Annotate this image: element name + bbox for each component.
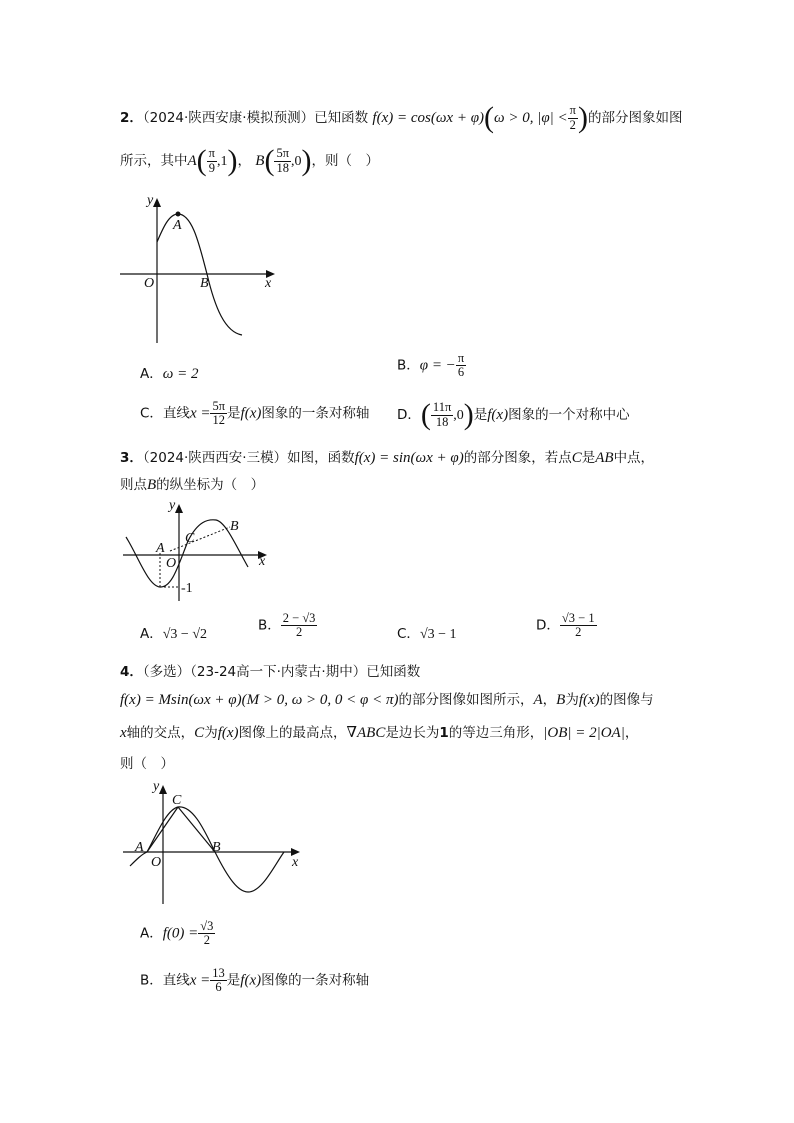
- q4-tag: （多选）: [142, 664, 191, 680]
- q4-option-a[interactable]: A．f(0) = $\frac{√3}{2}$: [140, 919, 214, 948]
- q4-source: （23-24高一下·内蒙古·期中）: [190, 664, 367, 680]
- q4-triangle-cb: [178, 807, 215, 852]
- q3-line1: 3．（2024·陕西西安·三模）如图，函数f(x) = sin(ωx + φ)的部分图象，若点C是AB中点，: [120, 450, 655, 466]
- q3-line2: 则点B的纵坐标为（ ）: [120, 477, 265, 493]
- q2-line1: 2．（2024·陕西安康·模拟预测）已知函数 f(x) = cos(ωx + φ)(ω > 0, |φ| < $\frac{\pi}{2}$ )的部分图象如图: [120, 101, 683, 134]
- q4-label-x: x: [292, 855, 299, 870]
- q2-option-b[interactable]: B．φ = − $\frac{\pi}{6}$: [397, 351, 465, 380]
- q4-line2: f(x) = Msin(ωx + φ)(M > 0, ω > 0, 0 < φ < π)的部分图像如图所示，A，B为f(x)的图像与: [120, 692, 654, 708]
- q4-label-o: O: [151, 855, 162, 870]
- q2-number: 2．: [120, 110, 143, 126]
- q2-label-x: x: [265, 276, 272, 291]
- q4-function: f(x) = Msin(ωx + φ)(M > 0, ω > 0, 0 < φ < π): [120, 692, 399, 708]
- q2-label-b: B: [200, 276, 209, 291]
- q2-label-o: O: [144, 276, 155, 291]
- q2-point-a-dot: [176, 212, 181, 217]
- q4-line3: x轴的交点，C为f(x)图像上的最高点，∇ABC是边长为1的等边三角形，|OB| = 2|OA|，: [120, 725, 639, 741]
- q2-label-a: A: [173, 218, 182, 233]
- q2-option-d[interactable]: D．( $\frac{11\pi}{18}$ ,0)是f(x)图象的一个对称中心: [397, 398, 630, 431]
- q4-number: 4．: [120, 664, 143, 680]
- q2-function: f(x) = cos(ωx + φ): [372, 110, 484, 126]
- q3-label-a: A: [156, 541, 165, 556]
- q4-label-a: A: [135, 840, 144, 855]
- q2-option-c[interactable]: C．直线x = $\frac{5\pi}{12}$ 是f(x)图象的一条对称轴: [140, 399, 370, 428]
- q4-graph: [118, 774, 308, 909]
- q3-label-o: O: [166, 556, 177, 571]
- q3-option-a[interactable]: A．√3 − √2: [140, 626, 208, 642]
- q3-label-x: x: [259, 554, 266, 569]
- q4-curve: [130, 807, 284, 892]
- q2-option-a[interactable]: A．ω = 2: [140, 366, 199, 382]
- q3-source: （2024·陕西西安·三模）: [142, 450, 288, 466]
- q2-stem-b: 的部分图象如图: [587, 110, 683, 126]
- q4-label-b: B: [212, 840, 221, 855]
- q3-option-b[interactable]: B． $\frac{2 - √3}{2}$: [258, 611, 316, 640]
- q3-label-c: C: [185, 531, 195, 546]
- q3-label-b: B: [230, 519, 239, 534]
- q4-line4: 则（ ）: [120, 756, 174, 772]
- q2-label-y: y: [147, 193, 154, 208]
- q4-y-arrow: [159, 785, 167, 794]
- q2-cond-fraction: $\frac{\pi}{2}$: [569, 103, 576, 132]
- q3-label-neg1: -1: [181, 581, 193, 596]
- q4-label-c: C: [172, 793, 182, 808]
- q3-function: f(x) = sin(ωx + φ): [354, 450, 464, 466]
- q4-option-b[interactable]: B．直线x = $\frac{13}{6}$ 是f(x)图像的一条对称轴: [140, 966, 370, 995]
- q3-label-y: y: [169, 498, 176, 513]
- q2-point-a: A: [187, 153, 197, 169]
- q2-source: （2024·陕西安康·模拟预测）: [142, 110, 315, 126]
- q4-label-y: y: [153, 779, 160, 794]
- q3-graph: [118, 496, 278, 606]
- q4-line1: 4．（多选）（23-24高一下·内蒙古·期中）已知函数: [120, 664, 421, 680]
- q2-condition: ω > 0, |φ| <: [494, 110, 568, 126]
- q2-point-b: B: [255, 153, 265, 169]
- q3-option-c[interactable]: C．√3 − 1: [397, 626, 457, 642]
- q3-y-arrow: [175, 504, 183, 513]
- q2-line2: 所示，其中A( $\frac{\pi}{9}$ ,1)， B( $\frac{5\pi}{18}$ ,0)，则（ ）: [120, 144, 380, 177]
- q3-number: 3．: [120, 450, 143, 466]
- q2-y-arrow: [153, 198, 161, 207]
- q3-option-d[interactable]: D． $\frac{√3 - 1}{2}$: [536, 611, 595, 640]
- q2-graph: [115, 188, 290, 348]
- q2-stem-a: 已知函数: [314, 110, 369, 126]
